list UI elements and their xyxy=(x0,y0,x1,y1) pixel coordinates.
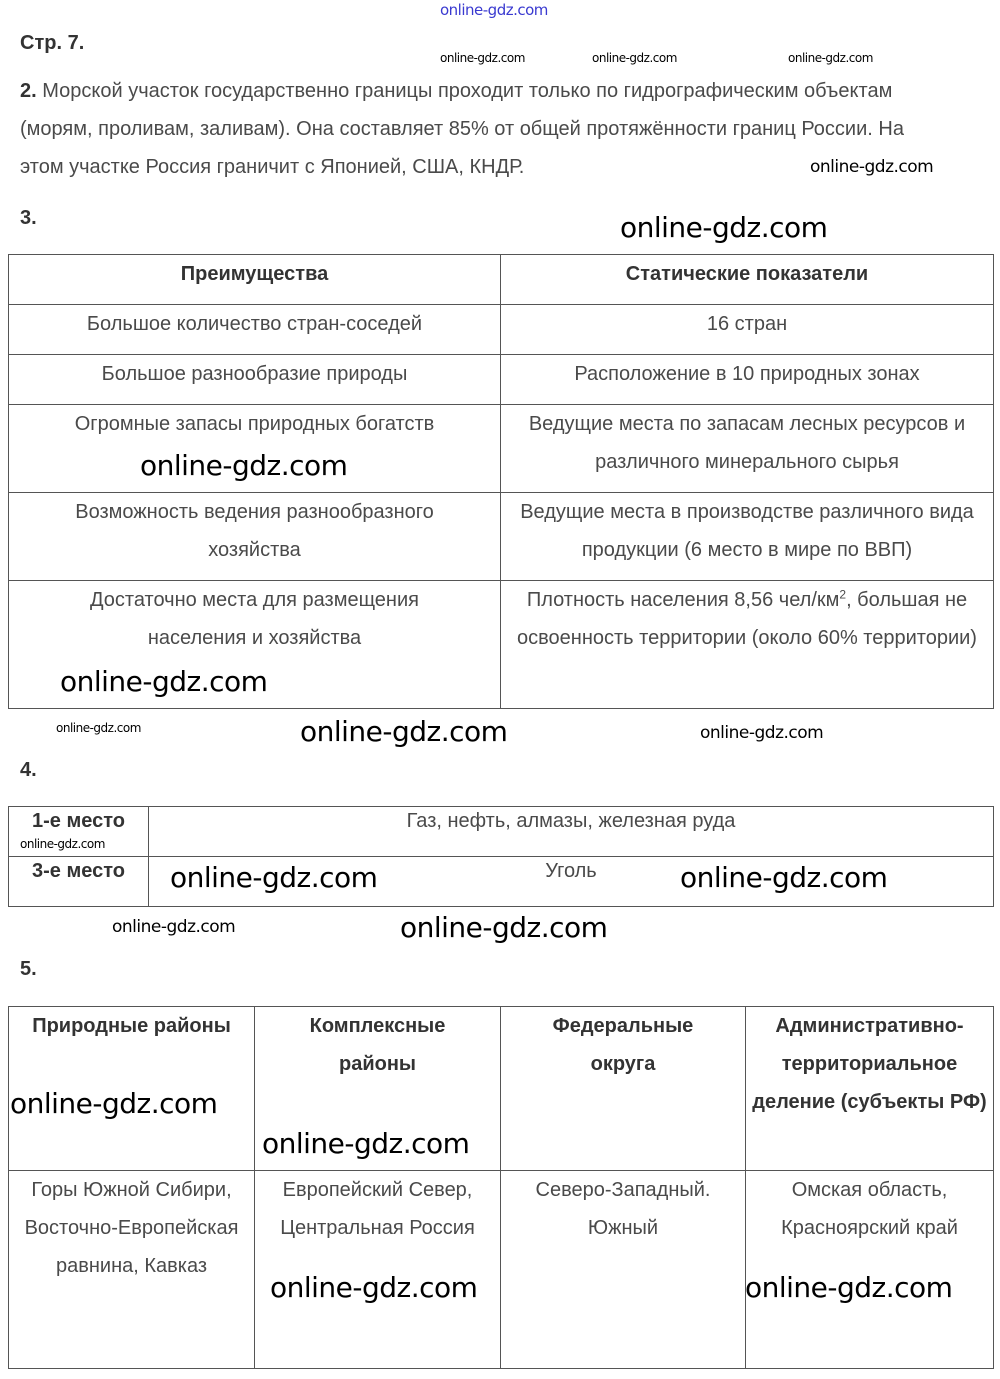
cell: Достаточно места для размещения населения и хозяйства xyxy=(9,581,501,709)
watermark: online-gdz.com xyxy=(20,837,105,851)
watermark: online-gdz.com xyxy=(400,911,608,944)
watermark: online-gdz.com xyxy=(788,51,873,65)
watermark: online-gdz.com xyxy=(745,1271,953,1304)
watermark: online-gdz.com xyxy=(56,721,141,735)
cell-text: Плотность населения 8,56 чел/км xyxy=(526,589,840,611)
cell: 1-е место xyxy=(9,807,149,857)
watermark: online-gdz.com xyxy=(112,917,236,937)
task-number: 2. xyxy=(20,80,37,102)
cell: 3-е место xyxy=(9,857,149,907)
header-natural: Природные районы xyxy=(9,1007,255,1171)
cell: Расположение в 10 природных зонах xyxy=(501,355,994,405)
superscript: 2 xyxy=(839,587,847,602)
cell: Газ, нефть, алмазы, железная руда xyxy=(149,807,994,857)
watermark: online-gdz.com xyxy=(270,1271,478,1304)
table-row xyxy=(9,493,994,581)
cell: Ведущие места по запасам лесных ресурсов и различного минерального сырья xyxy=(501,405,994,493)
watermark: online-gdz.com xyxy=(680,861,888,894)
watermark: online-gdz.com xyxy=(10,1087,218,1120)
task-2-text: Морской участок государственно границы проходит только по гидрографическим объектам (морям, проливам, заливам). Она составляет 85% от общей протяжённости границ России. На этом участке Россия граничит с Японией, США, КНДР. xyxy=(20,80,904,178)
cell: Омская область, Красноярский край xyxy=(746,1171,994,1369)
cell: Горы Южной Сибири, Восточно-Европейская равнина, Кавказ xyxy=(9,1171,255,1369)
header-indicators: Статические показатели xyxy=(501,255,994,305)
cell: Северо-Западный. Южный xyxy=(501,1171,746,1369)
table-row xyxy=(9,305,994,355)
watermark: online-gdz.com xyxy=(700,723,824,743)
task-4-number: 4. xyxy=(20,759,37,781)
watermark: online-gdz.com xyxy=(620,211,828,244)
watermark: online-gdz.com xyxy=(440,51,525,65)
cell: Большое количество стран-соседей xyxy=(9,305,501,355)
task-3-number: 3. xyxy=(20,207,37,229)
watermark: online-gdz.com xyxy=(810,157,934,177)
cell: Уголь xyxy=(149,857,994,907)
watermark: online-gdz.com xyxy=(170,861,378,894)
table-row xyxy=(9,355,994,405)
cell: Возможность ведения разнообразного хозяйства xyxy=(9,493,501,581)
watermark: online-gdz.com xyxy=(60,665,268,698)
watermark: online-gdz.com xyxy=(262,1127,470,1160)
watermark: online-gdz.com xyxy=(440,1,548,19)
page-label: Стр. 7. xyxy=(20,32,85,54)
task-5-number: 5. xyxy=(20,958,37,980)
cell xyxy=(501,581,994,709)
cell: 16 стран xyxy=(501,305,994,355)
regions-table xyxy=(8,1006,994,1369)
cell: Европейский Север, Центральная Россия xyxy=(255,1171,501,1369)
watermark: online-gdz.com xyxy=(592,51,677,65)
watermark: online-gdz.com xyxy=(140,449,348,482)
watermark: online-gdz.com xyxy=(300,715,508,748)
cell-text: , большая не освоенность территории (около 60% территории) xyxy=(517,589,977,649)
header-complex: Комплексные районы xyxy=(255,1007,501,1171)
cell: Огромные запасы природных богатств xyxy=(9,405,501,493)
header-advantages: Преимущества xyxy=(9,255,501,305)
header-admin: Административно-территориальное деление (субъекты РФ) xyxy=(746,1007,994,1171)
cell: Ведущие места в производстве различного вида продукции (6 место в мире по ВВП) xyxy=(501,493,994,581)
table-row xyxy=(9,1171,994,1369)
table-row xyxy=(9,807,994,857)
cell: Большое разнообразие природы xyxy=(9,355,501,405)
header-federal: Федеральные округа xyxy=(501,1007,746,1171)
task-2 xyxy=(20,72,920,186)
